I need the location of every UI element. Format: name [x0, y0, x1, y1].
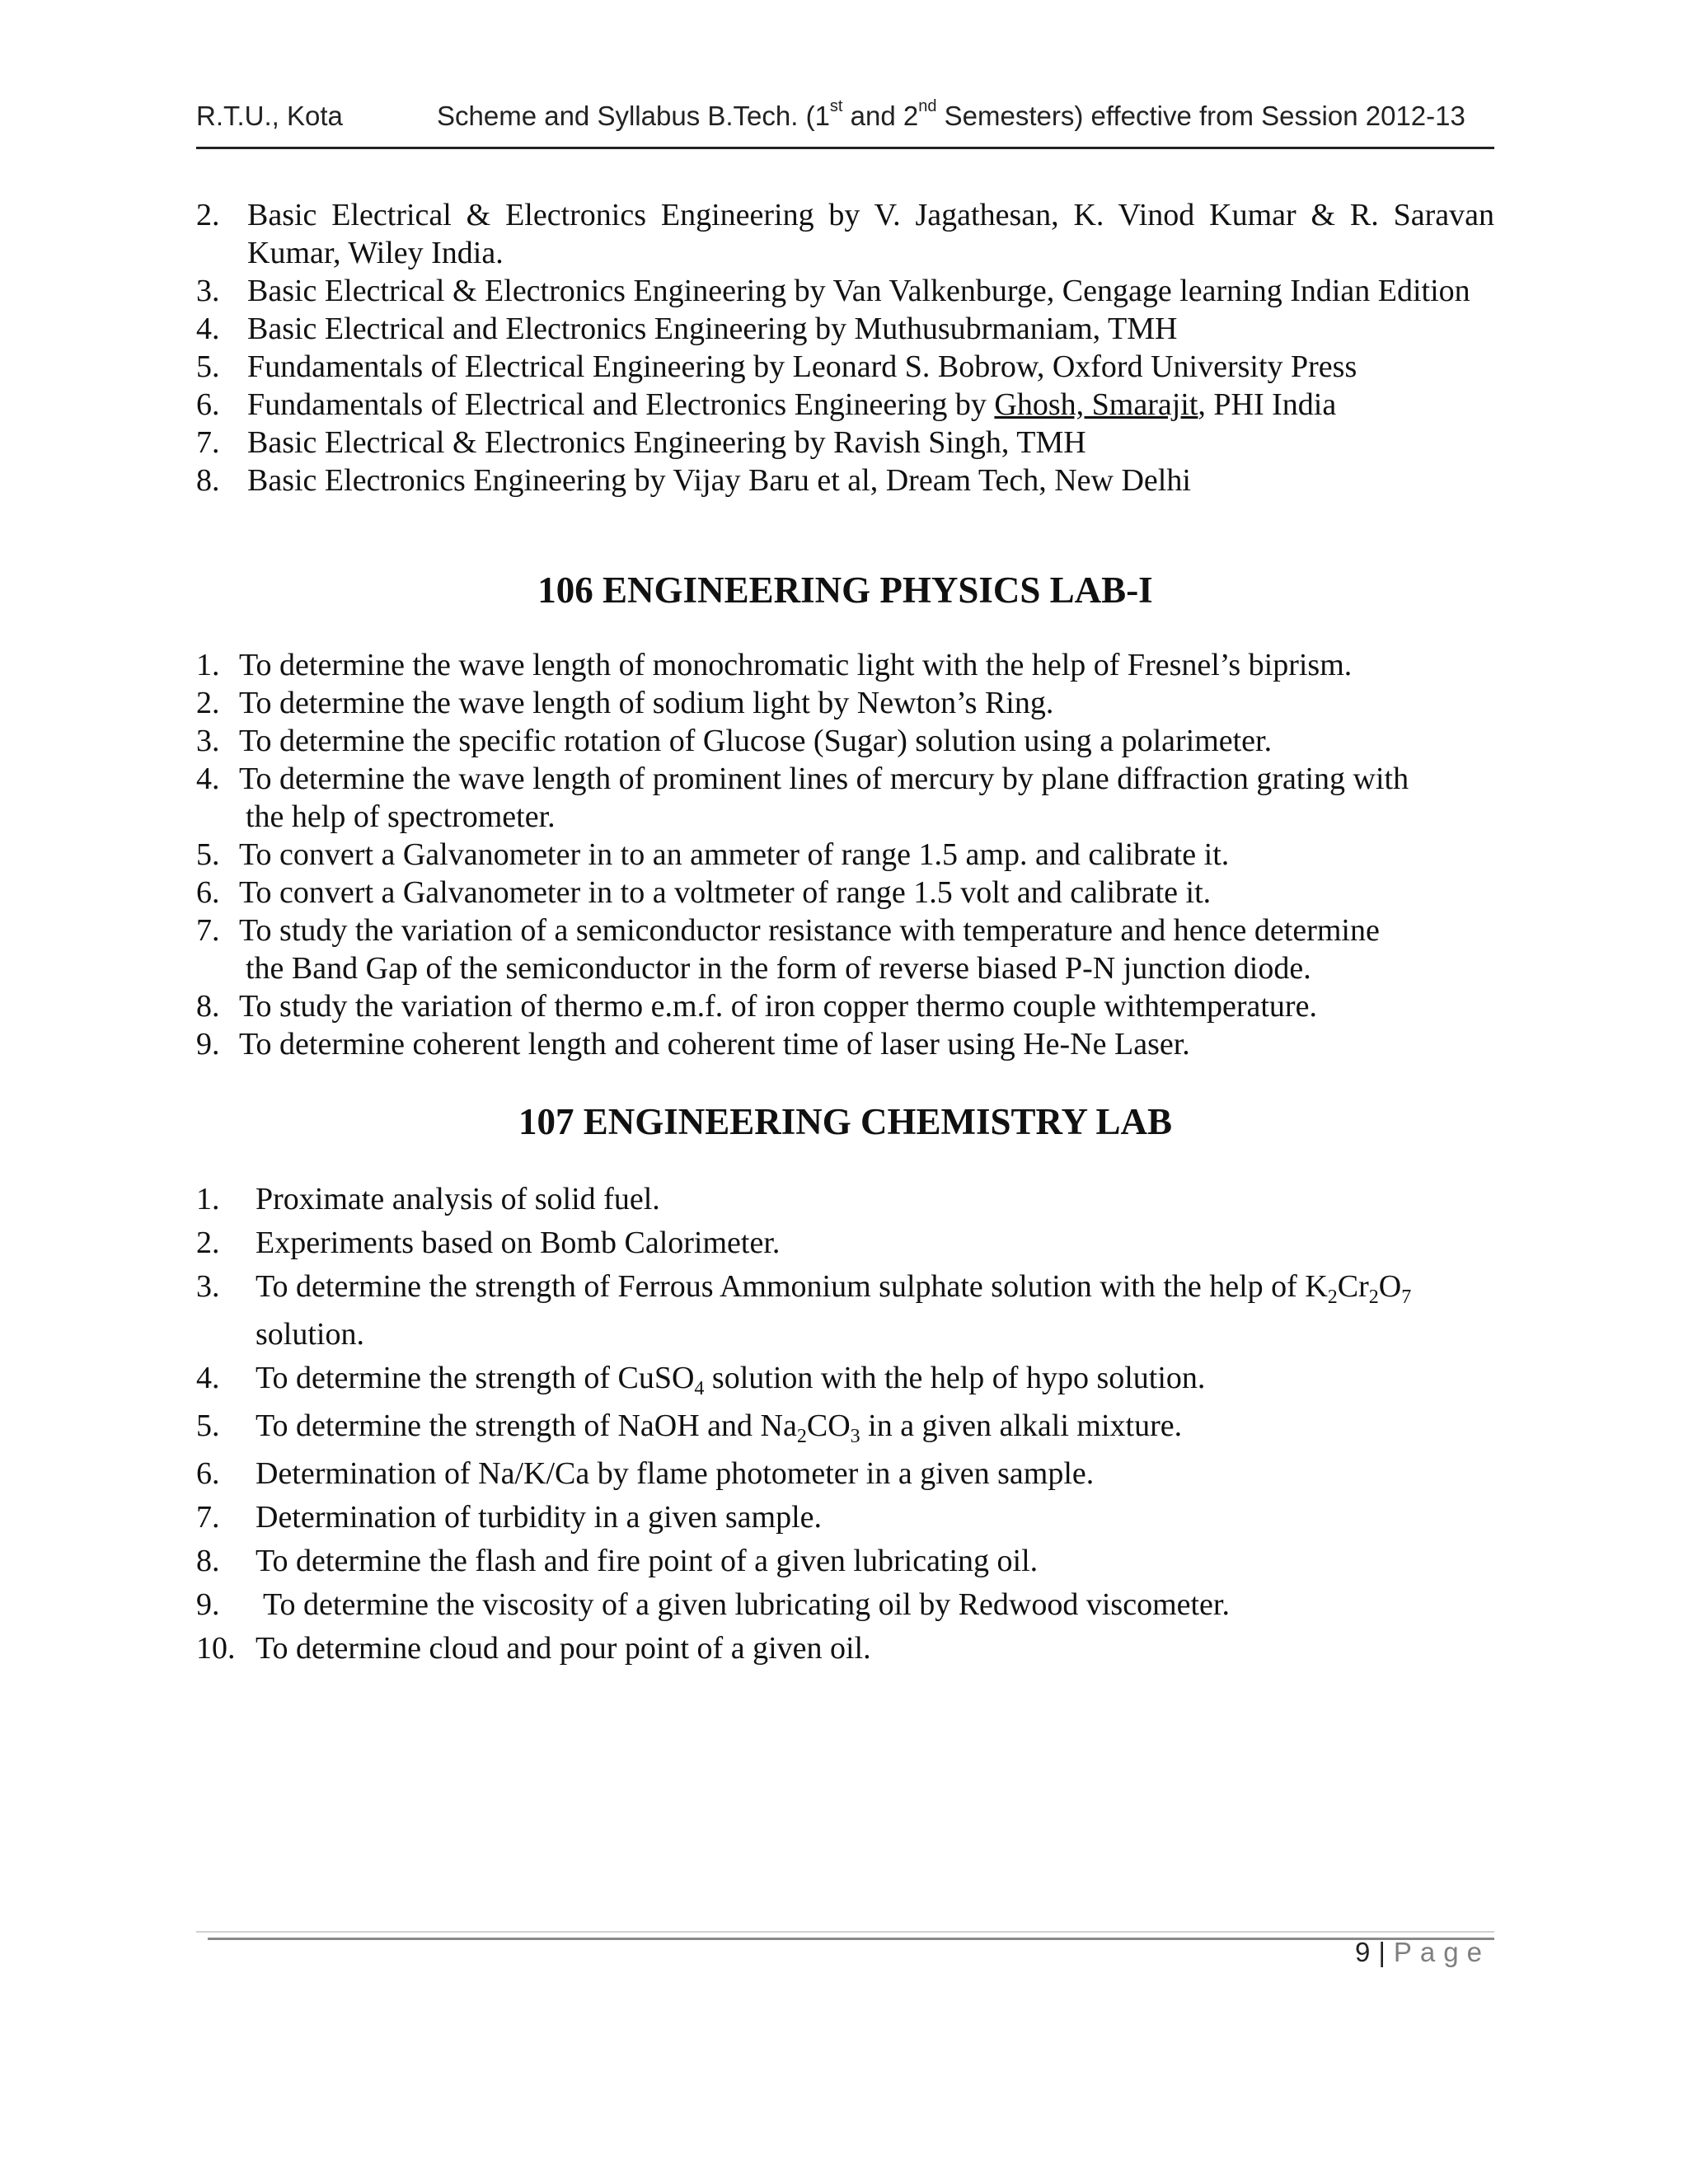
subscript: 3 — [850, 1426, 860, 1447]
list-text: To determine the viscosity of a given lubricating oil by Redwood viscometer. — [263, 1587, 1230, 1622]
page-word: Page — [1393, 1937, 1490, 1967]
list-item — [196, 684, 1515, 722]
reference-item — [196, 348, 1494, 386]
list-number: 4. — [196, 1361, 220, 1395]
list-item — [196, 1178, 1515, 1221]
list-number: 3. — [196, 724, 220, 758]
reference-number: 7. — [196, 425, 220, 460]
list-text-part: solution with the help of hypo solution. — [704, 1361, 1206, 1395]
list-text-part: O — [1378, 1269, 1402, 1304]
list-number: 5. — [196, 1408, 220, 1443]
list-number: 8. — [196, 1544, 220, 1578]
reference-number: 2. — [196, 198, 220, 232]
list-number: 1. — [196, 1182, 220, 1216]
list-text: Proximate analysis of solid fuel. — [256, 1182, 660, 1216]
subscript: 4 — [694, 1378, 705, 1399]
list-item — [196, 1265, 1515, 1357]
header-superscript: nd — [918, 97, 937, 115]
reference-text-part: Fundamentals of Electrical and Electronics Engineering by — [247, 387, 995, 422]
list-number: 5. — [196, 837, 220, 872]
header-institution: R.T.U., Kota — [196, 101, 343, 131]
list-text: To study the variation of thermo e.m.f. of iron copper thermo couple withtemperature. — [239, 989, 1317, 1024]
reference-item — [196, 424, 1494, 462]
list-number: 7. — [196, 913, 220, 948]
list-text: Determination of turbidity in a given sample. — [256, 1500, 823, 1535]
reference-number: 5. — [196, 349, 220, 384]
list-text-line: To study the variation of a semiconductor resistance with temperature and hence determine — [239, 913, 1380, 948]
list-item — [196, 1025, 1515, 1063]
footer-divider — [196, 1931, 1494, 1933]
list-item — [196, 1583, 1515, 1627]
list-text: To determine cloud and pour point of a given oil. — [256, 1631, 871, 1666]
list-text — [256, 1404, 1515, 1452]
list-item — [196, 1221, 1515, 1265]
list-text: To determine the wave length of monochromatic light with the help of Fresnel’s biprism. — [239, 648, 1353, 682]
page-header — [196, 97, 1494, 149]
list-item — [196, 987, 1515, 1025]
list-text-line: solution. — [256, 1317, 364, 1352]
list-text-part: Cr — [1337, 1269, 1369, 1304]
list-text: To determine the flash and fire point of a given lubricating oil. — [256, 1544, 1039, 1578]
header-superscript: st — [829, 97, 843, 115]
list-item — [196, 1540, 1515, 1583]
list-item — [196, 836, 1515, 874]
subscript: 2 — [796, 1426, 807, 1447]
reference-list — [196, 196, 1494, 499]
list-text: To convert a Galvanometer in to a voltmeter of range 1.5 volt and calibrate it. — [239, 875, 1212, 910]
list-text — [256, 1357, 1515, 1404]
list-text-line: the help of spectrometer. — [246, 799, 556, 834]
list-number: 7. — [196, 1500, 220, 1535]
list-number: 1. — [196, 648, 220, 682]
reference-item — [196, 386, 1494, 424]
page-separator: | — [1378, 1937, 1386, 1967]
list-text — [239, 912, 1515, 987]
list-text: Experiments based on Bomb Calorimeter. — [256, 1226, 781, 1260]
reference-number: 3. — [196, 274, 220, 308]
list-number: 3. — [196, 1269, 220, 1304]
list-number: 2. — [196, 686, 220, 720]
subscript: 2 — [1368, 1286, 1379, 1308]
list-text: To determine the specific rotation of Glucose (Sugar) solution using a polarimeter. — [239, 724, 1273, 758]
reference-text: Fundamentals of Electrical Engineering by Leonard S. Bobrow, Oxford University Press — [247, 349, 1357, 384]
list-text-part: CO — [806, 1408, 851, 1443]
reference-text: Basic Electrical & Electronics Engineering by V. Jagathesan, K. Vinod Kumar & R. Saravan Kumar, Wiley India. — [247, 198, 1494, 270]
physics-lab-list — [196, 646, 1515, 1063]
list-item — [196, 722, 1515, 760]
subscript: 7 — [1401, 1286, 1412, 1308]
list-text-part: To determine the strength of NaOH and Na — [256, 1408, 797, 1443]
list-text-part: in a given alkali mixture. — [860, 1408, 1183, 1443]
list-text — [239, 760, 1515, 836]
reference-text — [247, 386, 1494, 424]
list-item — [196, 1627, 1515, 1671]
header-title-part: Semesters) effective from Session 2012-13 — [936, 101, 1465, 131]
page-number — [1355, 1937, 1490, 1968]
author-link[interactable]: Ghosh, Smarajit — [994, 387, 1198, 422]
reference-item — [196, 310, 1494, 348]
list-number: 10. — [196, 1631, 236, 1666]
reference-text: Basic Electrical & Electronics Engineering by Van Valkenburge, Cengage learning Indian Edition — [247, 274, 1470, 308]
reference-item — [196, 196, 1494, 272]
list-number: 4. — [196, 762, 220, 796]
list-item — [196, 760, 1515, 836]
list-text-line: To determine the wave length of prominent lines of mercury by plane diffraction grating with — [239, 762, 1409, 796]
header-title-part: and 2 — [842, 101, 919, 131]
list-item — [196, 646, 1515, 684]
list-number: 6. — [196, 1456, 220, 1491]
reference-text: Basic Electrical and Electronics Engineering by Muthusubrmaniam, TMH — [247, 312, 1178, 346]
reference-text: Basic Electronics Engineering by Vijay Baru et al, Dream Tech, New Delhi — [247, 463, 1191, 498]
list-text-line: the Band Gap of the semiconductor in the form of reverse biased P-N junction diode. — [246, 951, 1311, 986]
reference-number: 6. — [196, 387, 220, 422]
list-text — [256, 1265, 1515, 1357]
list-number: 2. — [196, 1226, 220, 1260]
reference-item — [196, 462, 1494, 499]
reference-item — [196, 272, 1494, 310]
list-number: 9. — [196, 1587, 220, 1622]
list-number: 8. — [196, 989, 220, 1024]
list-text: To determine coherent length and coherent time of laser using He-Ne Laser. — [239, 1027, 1190, 1062]
list-text-part: To determine the strength of Ferrous Ammonium sulphate solution with the help of K — [256, 1269, 1328, 1304]
list-item — [196, 1404, 1515, 1452]
list-number: 6. — [196, 875, 220, 910]
physics-lab-heading: 106 ENGINEERING PHYSICS LAB-I — [537, 569, 1153, 611]
footer-divider — [208, 1938, 1494, 1940]
reference-number: 4. — [196, 312, 220, 346]
header-title-part: Scheme and Syllabus B.Tech. (1 — [437, 101, 830, 131]
reference-text: Basic Electrical & Electronics Engineering by Ravish Singh, TMH — [247, 425, 1086, 460]
page-number-value: 9 — [1354, 1937, 1371, 1967]
subscript: 2 — [1327, 1286, 1338, 1308]
list-item — [196, 912, 1515, 987]
list-text: Determination of Na/K/Ca by flame photometer in a given sample. — [256, 1456, 1095, 1491]
list-text: To determine the wave length of sodium light by Newton’s Ring. — [239, 686, 1054, 720]
header-title — [437, 97, 1465, 132]
list-text: To convert a Galvanometer in to an ammeter of range 1.5 amp. and calibrate it. — [239, 837, 1230, 872]
list-item — [196, 874, 1515, 912]
chemistry-lab-heading: 107 ENGINEERING CHEMISTRY LAB — [518, 1101, 1173, 1142]
list-text-part: To determine the strength of CuSO — [256, 1361, 695, 1395]
list-number: 9. — [196, 1027, 220, 1062]
list-item — [196, 1452, 1515, 1496]
reference-text-part: , PHI India — [1198, 387, 1337, 422]
reference-number: 8. — [196, 463, 220, 498]
chemistry-lab-list — [196, 1178, 1515, 1671]
list-item — [196, 1496, 1515, 1540]
list-item — [196, 1357, 1515, 1404]
